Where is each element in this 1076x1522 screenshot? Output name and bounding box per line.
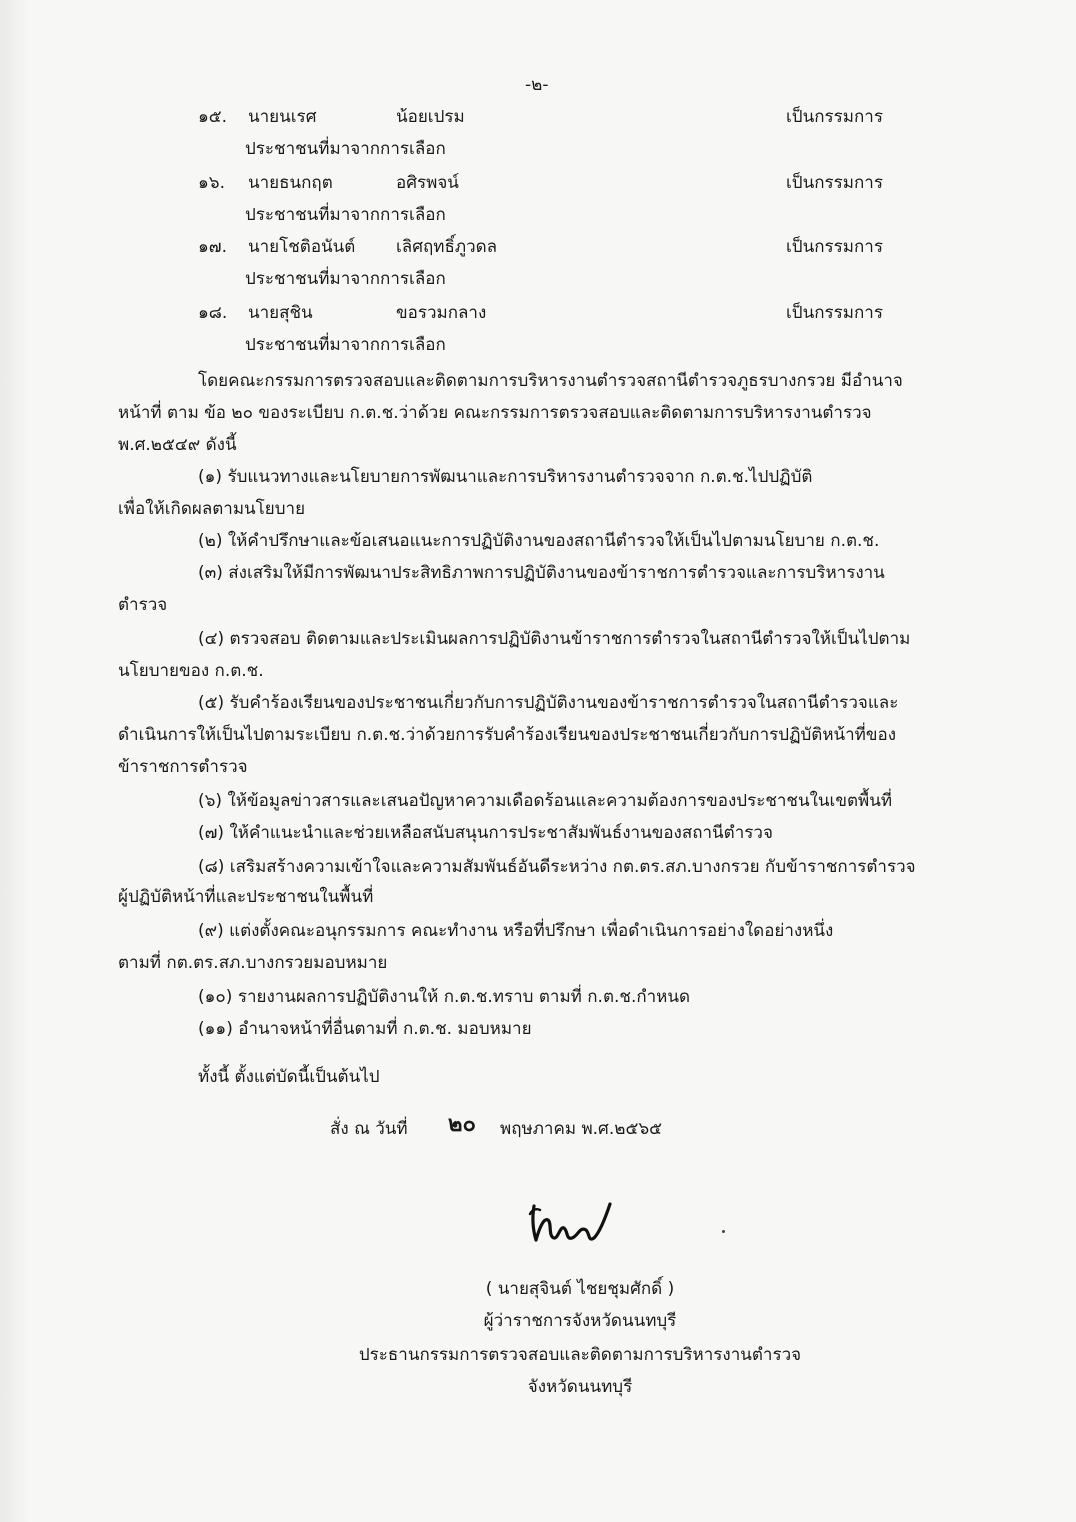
duty-item-cont: ผู้ปฏิบัติหน้าที่และประชาชนในพื้นที่: [118, 887, 374, 907]
member-role: เป็นกรรมการ: [786, 107, 883, 127]
member-last-name: น้อยเปรม: [396, 107, 465, 127]
signatory-name: ( นายสุจินต์ ไชยชุมศักดิ์ ): [485, 1279, 675, 1299]
duty-item: (๕) รับคำร้องเรียนของประชาชนเกี่ยวกับการปฏิบัติงานของข้าราชการตำรวจในสถานีตำรวจและ: [198, 693, 899, 713]
order-date-prefix: สั่ง ณ วันที่: [330, 1119, 408, 1139]
duty-item: (๗) ให้คำแนะนำและช่วยเหลือสนับสนุนการประชาสัมพันธ์งานของสถานีตำรวจ: [198, 823, 773, 843]
order-date-day: ๒๐: [448, 1112, 476, 1137]
member-number: ๑๕.: [198, 107, 228, 127]
duty-item: (๑๐) รายงานผลการปฏิบัติงานให้ ก.ต.ช.ทราบ ตามที่ ก.ต.ช.กำหนด: [198, 987, 691, 1007]
duty-item: (๒) ให้คำปรึกษาและข้อเสนอแนะการปฏิบัติงานของสถานีตำรวจให้เป็นไปตามนโยบาย ก.ต.ช.: [198, 531, 880, 551]
duty-item-cont: ข้าราชการตำรวจ: [118, 757, 248, 777]
duty-item-cont: ดำเนินการให้เป็นไปตามระเบียบ ก.ต.ช.ว่าด้วยการรับคำร้องเรียนของประชาชนเกี่ยวกับการปฏิบัติหน้าที่ของ: [118, 725, 897, 745]
member-first-name: นายนเรศ: [248, 107, 317, 127]
intro-line: โดยคณะกรรมการตรวจสอบและติดตามการบริหารงานตำรวจสถานีตำรวจภูธรบางกรวย มีอำนาจ: [198, 371, 903, 391]
member-first-name: นายธนกฤต: [248, 173, 333, 193]
duty-item: (๑) รับแนวทางและนโยบายการพัฒนาและการบริหารงานตำรวจจาก ก.ต.ช.ไปปฏิบัติ: [198, 467, 813, 487]
intro-line: พ.ศ.๒๕๔๙ ดังนี้: [118, 435, 237, 455]
member-first-name: นายโชติอนันต์: [248, 237, 356, 257]
duty-item: (๔) ตรวจสอบ ติดตามและประเมินผลการปฏิบัติงานข้าราชการตำรวจในสถานีตำรวจให้เป็นไปตาม: [198, 629, 911, 649]
duty-item: (๑๑) อำนาจหน้าที่อื่นตามที่ ก.ต.ช. มอบหมาย: [198, 1019, 532, 1039]
member-subtitle: ประชาชนที่มาจากการเลือก: [245, 139, 446, 159]
member-subtitle: ประชาชนที่มาจากการเลือก: [245, 335, 446, 355]
duty-item-cont: ตามที่ กต.ตร.สภ.บางกรวยมอบหมาย: [118, 953, 388, 973]
member-last-name: เลิศฤทธิ์ภูวดล: [396, 237, 498, 257]
duty-item: (๘) เสริมสร้างความเข้าใจและความสัมพันธ์อันดีระหว่าง กต.ตร.สภ.บางกรวย กับข้าราชการตำรวจ: [198, 857, 916, 877]
duty-item-cont: ตำรวจ: [118, 595, 168, 615]
duty-item: (๖) ให้ข้อมูลข่าวสารและเสนอปัญหาความเดือดร้อนและความต้องการของประชาชนในเขตพื้นที่: [198, 791, 893, 811]
signatory-province: จังหวัดนนทบุรี: [527, 1377, 633, 1397]
duty-item: (๓) ส่งเสริมให้มีการพัฒนาประสิทธิภาพการปฏิบัติงานของข้าราชการตำรวจและการบริหารงาน: [198, 563, 885, 583]
handwritten-signature: [528, 1196, 618, 1256]
order-date-month-year: พฤษภาคม พ.ศ.๒๕๖๕: [500, 1119, 662, 1139]
member-number: ๑๘.: [198, 303, 228, 323]
page-number: -๒-: [525, 75, 549, 95]
scan-shadow: [0, 0, 30, 1522]
effective-statement: ทั้งนี้ ตั้งแต่บัดนี้เป็นต้นไป: [198, 1067, 380, 1087]
duty-item-cont: นโยบายของ ก.ต.ช.: [118, 661, 264, 681]
member-role: เป็นกรรมการ: [786, 237, 883, 257]
signatory-position: ประธานกรรมการตรวจสอบและติดตามการบริหารงานตำรวจ: [358, 1345, 802, 1365]
member-role: เป็นกรรมการ: [786, 303, 883, 323]
member-subtitle: ประชาชนที่มาจากการเลือก: [245, 269, 446, 289]
duty-item: (๙) แต่งตั้งคณะอนุกรรมการ คณะทำงาน หรือที่ปรึกษา เพื่อดำเนินการอย่างใดอย่างหนึ่ง: [198, 921, 834, 941]
signatory-position: ผู้ว่าราชการจังหวัดนนทบุรี: [483, 1311, 677, 1331]
member-first-name: นายสุชิน: [248, 303, 313, 323]
member-last-name: อศิรพจน์: [396, 173, 459, 193]
member-role: เป็นกรรมการ: [786, 173, 883, 193]
member-subtitle: ประชาชนที่มาจากการเลือก: [245, 205, 446, 225]
member-number: ๑๖.: [198, 173, 225, 193]
member-number: ๑๗.: [198, 237, 227, 257]
intro-line: หน้าที่ ตาม ข้อ ๒๐ ของระเบียบ ก.ต.ช.ว่าด้วย คณะกรรมการตรวจสอบและติดตามการบริหารงานตำรวจ: [118, 403, 872, 423]
scan-speck: [722, 1230, 725, 1233]
duty-item-cont: เพื่อให้เกิดผลตามนโยบาย: [118, 499, 306, 519]
member-last-name: ขอรวมกลาง: [396, 303, 487, 323]
